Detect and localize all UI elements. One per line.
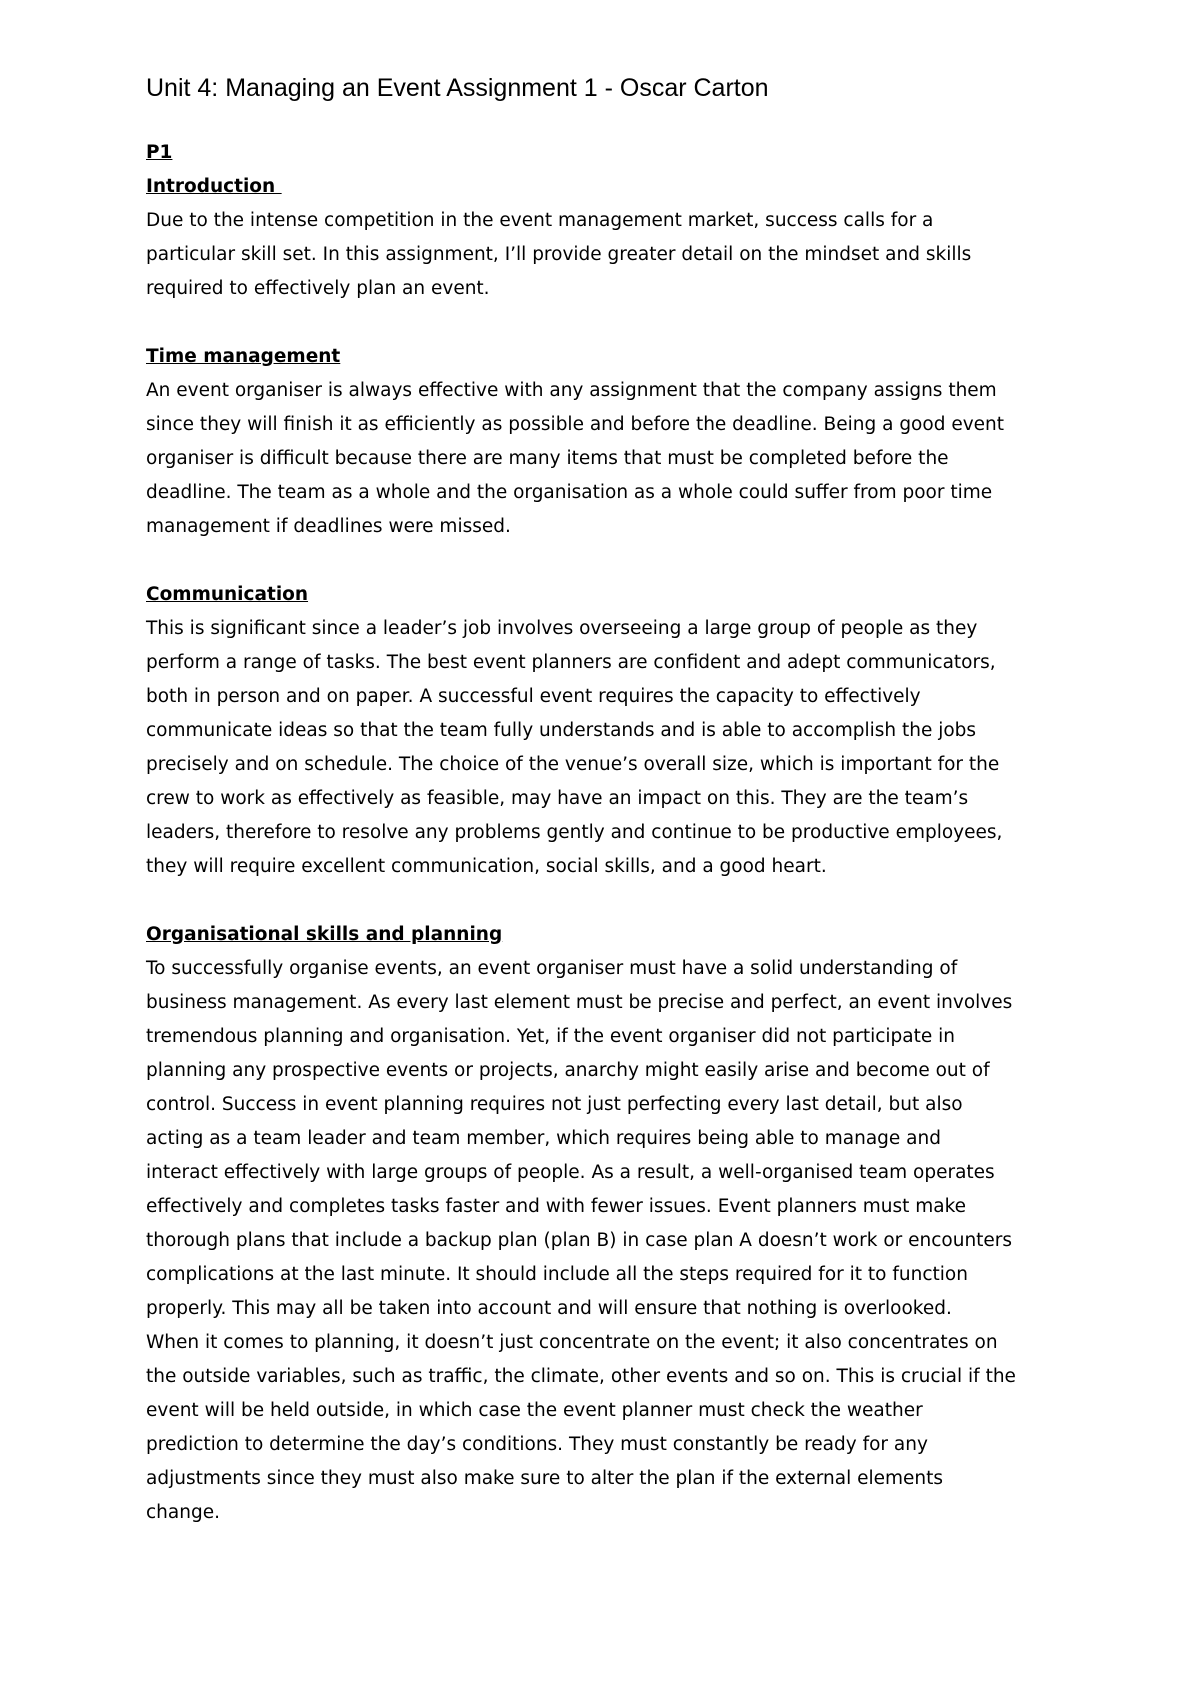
text-line: tremendous planning and organisation. Yet, if the event organiser did not participate in — [146, 1026, 956, 1047]
section-body-time-management — [146, 374, 1076, 544]
text-line: both in person and on paper. A successful event requires the capacity to effectively — [146, 686, 921, 707]
section-body-organisational — [146, 952, 1076, 1530]
text-line: effectively and completes tasks faster and with fewer issues. Event planners must make — [146, 1196, 967, 1217]
text-line: leaders, therefore to resolve any problems gently and continue to be productive employees, — [146, 822, 1003, 843]
paragraph-gap — [146, 884, 1076, 918]
text-line: planning any prospective events or projects, anarchy might easily arise and become out of — [146, 1060, 990, 1081]
text-line: thorough plans that include a backup plan (plan B) in case plan A doesn’t work or encounters — [146, 1230, 1013, 1251]
text-line: business management. As every last element must be precise and perfect, an event involves — [146, 992, 1013, 1013]
section-heading-organisational: Organisational skills and planning — [146, 924, 503, 945]
text-line: change. — [146, 1502, 220, 1523]
text-line: communicate ideas so that the team fully understands and is able to accomplish the jobs — [146, 720, 977, 741]
text-line: the outside variables, such as traffic, the climate, other events and so on. This is crucial if the — [146, 1366, 1016, 1387]
text-line: event will be held outside, in which case the event planner must check the weather — [146, 1400, 923, 1421]
section-body-communication — [146, 612, 1076, 884]
text-line: properly. This may all be taken into account and will ensure that nothing is overlooked. — [146, 1298, 952, 1319]
text-line: they will require excellent communication, social skills, and a good heart. — [146, 856, 827, 877]
text-line: since they will finish it as efficiently as possible and before the deadline. Being a good event — [146, 414, 1005, 435]
section-introduction — [146, 170, 1076, 306]
section-time-management — [146, 340, 1076, 544]
text-line: Due to the intense competition in the event management market, success calls for a — [146, 210, 934, 231]
section-heading-communication: Communication — [146, 584, 309, 605]
text-line: adjustments since they must also make sure to alter the plan if the external elements — [146, 1468, 944, 1489]
text-line: particular skill set. In this assignment, I’ll provide greater detail on the mindset and skills — [146, 244, 972, 265]
text-line: precisely and on schedule. The choice of the venue’s overall size, which is important for the — [146, 754, 1000, 775]
text-line: complications at the last minute. It should include all the steps required for it to function — [146, 1264, 968, 1285]
text-line: An event organiser is always effective with any assignment that the company assigns them — [146, 380, 997, 401]
text-line: acting as a team leader and team member, which requires being able to manage and — [146, 1128, 941, 1149]
text-line: prediction to determine the day’s conditions. They must constantly be ready for any — [146, 1434, 928, 1455]
text-line: When it comes to planning, it doesn’t just concentrate on the event; it also concentrates on — [146, 1332, 998, 1353]
section-body-introduction — [146, 204, 1076, 306]
section-heading-introduction: Introduction — [146, 176, 282, 197]
text-line: required to effectively plan an event. — [146, 278, 490, 299]
paragraph-gap — [146, 306, 1076, 340]
text-line: To successfully organise events, an event organiser must have a solid understanding of — [146, 958, 958, 979]
text-line: control. Success in event planning requires not just perfecting every last detail, but also — [146, 1094, 963, 1115]
text-line: deadline. The team as a whole and the organisation as a whole could suffer from poor time — [146, 482, 993, 503]
text-line: perform a range of tasks. The best event planners are confident and adept communicators, — [146, 652, 996, 673]
section-heading-time-management: Time management — [146, 346, 341, 367]
document-title: Unit 4: Managing an Event Assignment 1 - Oscar Carton — [146, 74, 769, 102]
text-line: management if deadlines were missed. — [146, 516, 511, 537]
section-organisational — [146, 918, 1076, 1530]
text-line: crew to work as effectively as feasible, may have an impact on this. They are the team’s — [146, 788, 969, 809]
paragraph-gap — [146, 544, 1076, 578]
section-communication — [146, 578, 1076, 884]
part-label: P1 — [146, 142, 173, 163]
text-line: organiser is difficult because there are many items that must be completed before the — [146, 448, 949, 469]
text-line: This is significant since a leader’s job involves overseeing a large group of people as they — [146, 618, 978, 639]
document-page — [146, 68, 1076, 1530]
text-line: interact effectively with large groups of people. As a result, a well-organised team operates — [146, 1162, 995, 1183]
